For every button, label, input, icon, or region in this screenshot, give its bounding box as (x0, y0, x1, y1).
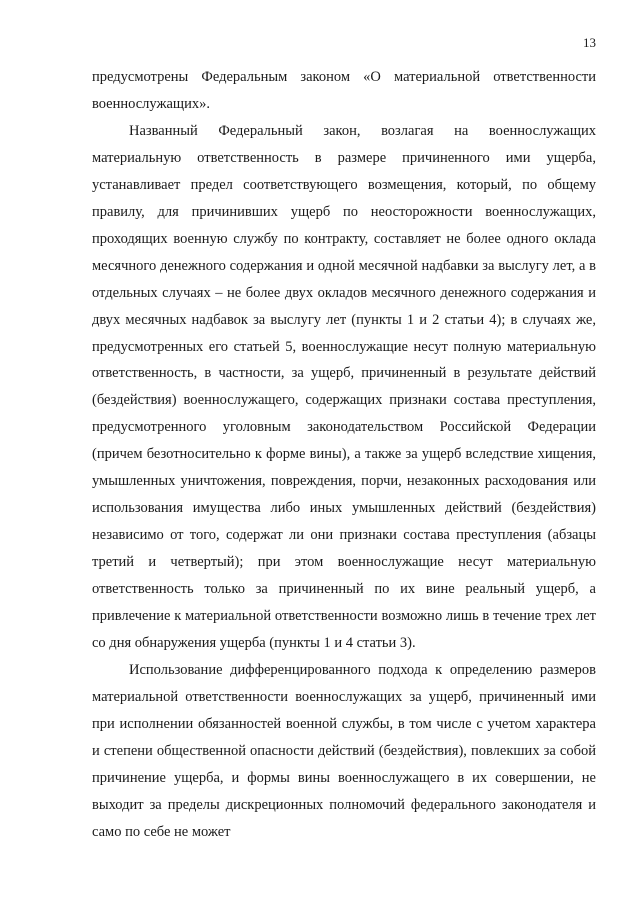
paragraph-differentiated-approach: Использование дифференцированного подхода к определению размеров материальной ответственности военнослужащих за ущерб, причиненный ими при исполнении обязанностей военной службы, в том числе с учетом характера и степени общественной опасности действий (бездействия), повлекших за собой причинение ущерба, и формы вины военнослужащего в их совершении, не выходит за пределы дискреционных полномочий федерального законодателя и само по себе не может (92, 661, 596, 840)
paragraph-continuation: предусмотрены Федеральным законом «О материальной ответственности военнослужащих». (92, 69, 596, 112)
document-body (92, 64, 596, 846)
page-number: 13 (583, 35, 596, 50)
paragraph-federal-law: Названный Федеральный закон, возлагая на военнослужащих материальную ответственность в размере причиненного ими ущерба, устанавливает предел соответствующего возмещения, который, по общему правилу, для причинивших ущерб по неосторожности военнослужащих, проходящих военную службу по контракту, составляет не более одного оклада месячного денежного содержания и одной месячной надбавки за выслугу лет, а в отдельных случаях – не более двух окладов месячного денежного содержания и двух месячных надбавок за выслугу лет (пункты 1 и 2 статьи 4); в случаях же, предусмотренных его статьей 5, военнослужащие несут полную материальную ответственность, в частности, за ущерб, причиненный в результате действий (бездействия) военнослужащего, содержащих признаки состава преступления, предусмотренного уголовным законодательством Российской Федерации (причем безотносительно к форме вины), а также за ущерб вследствие хищения, умышленных уничтожения, повреждения, порчи, незаконных расходования или использования имущества либо иных умышленных действий (бездействия) независимо от того, содержат ли они признаки состава преступления (абзацы третий и четвертый); при этом военнослужащие несут материальную ответственность только за причиненный по их вине реальный ущерб, а привлечение к материальной ответственности возможно лишь в течение трех лет со дня обнаружения ущерба (пункты 1 и 4 статьи 3). (92, 122, 596, 652)
